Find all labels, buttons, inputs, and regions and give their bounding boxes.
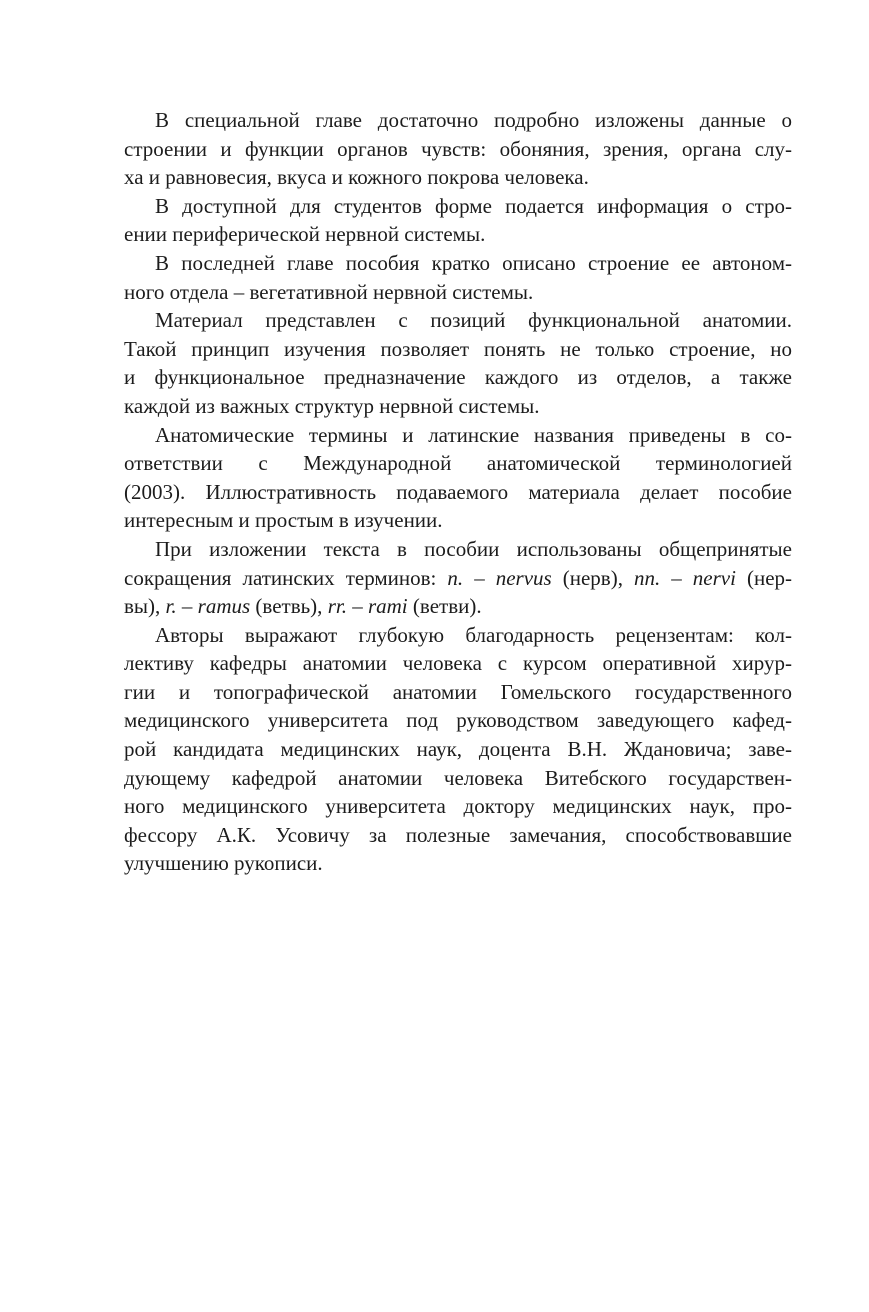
text-line: Материал представлен с позиций функциональной анатомии. bbox=[155, 308, 792, 333]
text-line: ного отдела – вегетативной нервной системы. bbox=[124, 279, 534, 304]
text-fragment: – bbox=[346, 594, 368, 619]
paragraph-functional-anatomy bbox=[124, 306, 792, 420]
latin-term: nervus bbox=[495, 565, 552, 590]
text-line: ении периферической нервной системы. bbox=[124, 222, 486, 247]
text-fragment: (нерв), bbox=[551, 565, 634, 590]
text-fragment: – bbox=[176, 594, 198, 619]
latin-term: nervi bbox=[692, 565, 736, 590]
text-line-abbreviations bbox=[124, 592, 792, 621]
text-line: При изложении текста в пособии использованы общепринятые bbox=[155, 536, 792, 561]
text-fragment: (нер- bbox=[735, 565, 793, 590]
text-fragment: – bbox=[660, 565, 693, 590]
text-line: ного медицинского университета доктору медицинских наук, про- bbox=[124, 794, 792, 819]
paragraph-autonomic-division bbox=[124, 249, 792, 306]
text-line: В последней главе пособия кратко описано строение ее автоном- bbox=[155, 250, 792, 275]
text-line: и функциональное предназначение каждого из отделов, а также bbox=[124, 365, 792, 390]
text-line: медицинского университета под руководством заведующего кафед- bbox=[124, 708, 792, 733]
abbreviation-term: rr. bbox=[327, 594, 347, 619]
abbreviation-term: nn. bbox=[633, 565, 661, 590]
text-line: дующему кафедрой анатомии человека Витебского государствен- bbox=[124, 765, 792, 790]
text-line: гии и топографической анатомии Гомельского государственного bbox=[124, 679, 792, 704]
paragraph-acknowledgements bbox=[124, 621, 792, 878]
text-line: интересным и простым в изучении. bbox=[124, 508, 443, 533]
text-line-abbreviations bbox=[124, 564, 792, 593]
abbreviation-term: r. bbox=[165, 594, 177, 619]
text-line: фессору А.К. Усовичу за полезные замечания, способствовавшие bbox=[124, 822, 792, 847]
text-fragment: сокращения латинских терминов: bbox=[124, 565, 448, 590]
text-line: ха и равновесия, вкуса и кожного покрова человека. bbox=[124, 165, 589, 190]
text-line: Такой принцип изучения позволяет понять не только строение, но bbox=[124, 336, 792, 361]
paragraph-abbreviations bbox=[124, 535, 792, 621]
text-line: (2003). Иллюстративность подаваемого материала делает пособие bbox=[124, 479, 792, 504]
paragraph-terminology bbox=[124, 421, 792, 535]
text-fragment: (ветви). bbox=[407, 594, 482, 619]
text-line: рой кандидата медицинских наук, доцента В.Н. Ждановича; заве- bbox=[124, 737, 792, 762]
latin-term: ramus bbox=[197, 594, 251, 619]
abbreviation-term: n. bbox=[447, 565, 464, 590]
paragraph-sensory-organs bbox=[124, 106, 792, 192]
text-line: лективу кафедры анатомии человека с курсом оперативной хирур- bbox=[124, 651, 792, 676]
text-line: ответствии с Международной анатомической терминологией bbox=[124, 451, 792, 476]
paragraph-peripheral-nervous-system bbox=[124, 192, 792, 249]
text-fragment: – bbox=[463, 565, 496, 590]
text-fragment: (ветвь), bbox=[250, 594, 328, 619]
text-line: Авторы выражают глубокую благодарность рецензентам: кол- bbox=[155, 622, 792, 647]
text-line: Анатомические термины и латинские названия приведены в со- bbox=[155, 422, 792, 447]
latin-term: rami bbox=[367, 594, 408, 619]
text-line: В специальной главе достаточно подробно изложены данные о bbox=[155, 108, 792, 132]
text-line: каждой из важных структур нервной системы. bbox=[124, 393, 540, 418]
text-line: улучшению рукописи. bbox=[124, 851, 323, 876]
text-body bbox=[124, 106, 792, 878]
text-line: В доступной для студентов форме подается информация о стро- bbox=[155, 193, 792, 218]
text-line: строении и функции органов чувств: обоняния, зрения, органа слу- bbox=[124, 136, 792, 161]
text-fragment: вы), bbox=[124, 594, 166, 619]
